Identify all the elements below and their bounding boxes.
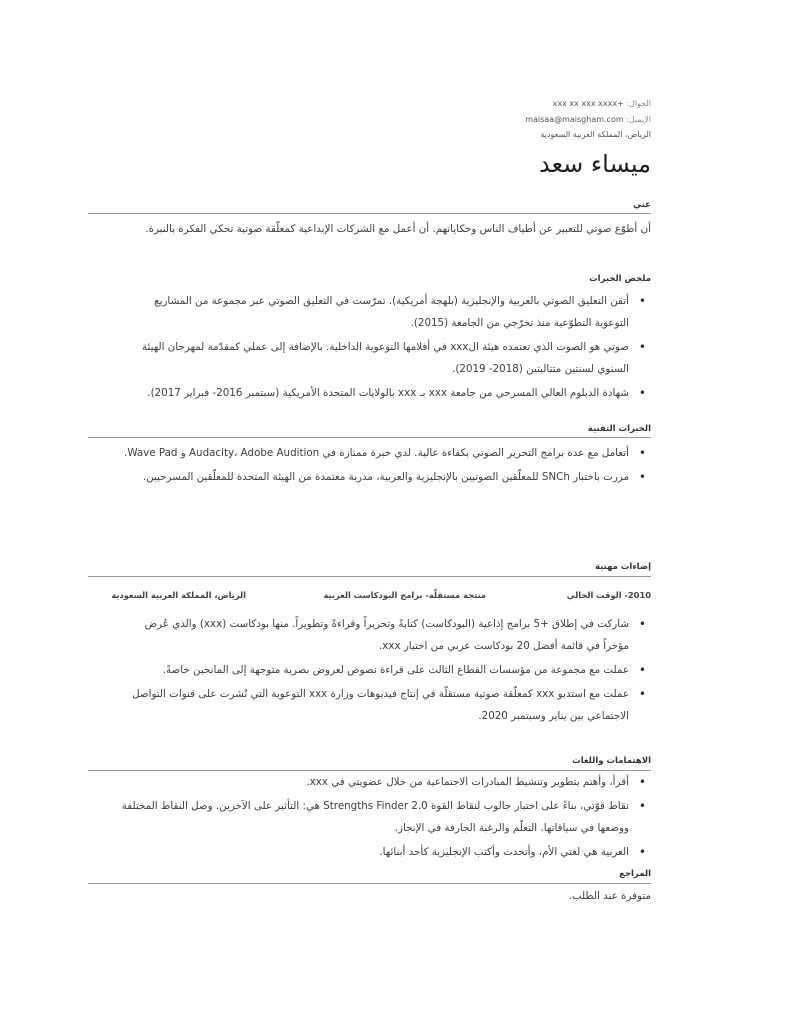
section-divider xyxy=(88,576,651,577)
list-item: • صوتي هو الصوت الذي تعتمده هيئة الxxx في أفلامها التوعوية الداخلية. بالإضافة إلى عملي كمقدّمة لمهرجان الهيئة السنوي لسنتين متتاليتين (2018- 2019). xyxy=(121,336,629,380)
list-item: • أقرأ، وأهتم بتطوير وتنشيط المبادرات الاجتماعية من خلال عضويتي في xxx. xyxy=(121,771,629,793)
list-item: • نقاط قوّتي، بناءً على اختبار جالوب لنقاط القوة Strengths Finder 2.0 هي: التأثير على الآخرين. وصل النقاط المختلفة ووضعها في سياقاتها. التعلّم والرغبة الجارفة في الإنجاز. xyxy=(121,795,629,839)
contact-email: الإيميل: maisaa@maisgham.com xyxy=(525,114,651,124)
section-title-summary: ملخص الخبرات xyxy=(589,274,651,284)
job-period: 2010- الوقت الحالي xyxy=(566,590,651,600)
section-divider xyxy=(88,437,651,438)
contact-location: الرياض، المملكة العربية السعودية xyxy=(540,130,651,139)
list-item: • شاركت في إطلاق +5 برامج إذاعية (البودكاست) كتابةً وتحريراً وقراءةً وتطويراً. منها بودكاست (xxx) والذي عُرض مؤخراً في قائمة أفضل 20 بودكاست عربي من اختيار xxx. xyxy=(121,613,629,657)
section-title-interests: الاهتمامات واللغات xyxy=(572,756,651,766)
section-title-professional: إضاءات مهنية xyxy=(594,562,651,572)
section-title-technical: الخبرات التقنية xyxy=(587,424,651,434)
section-title-references: المراجع xyxy=(619,869,651,879)
job-role: منتجة مستقلّة- برامج البودكاست العربية xyxy=(323,590,486,600)
job-location: الرياض، المملكة العربية السعودية xyxy=(111,590,246,600)
about-text: أن أطوّع صوتي للتعبير عن أطياف الناس وحكاياتهم. أن أعمل مع الشركات الإبداعية كمعلّقة صوتية تحكي الفكرة بالنبرة. xyxy=(145,223,651,235)
resume-name: ميساء سعد xyxy=(538,150,651,178)
list-item: • شهادة الدبلوم العالي المسرحي من جامعة xxx بـ xxx بالولايات المتحدة الأمريكية (سبتمبر 2016- فبراير 2017). xyxy=(121,382,629,404)
contact-phone: الجوال: +xxx xx xxx xxxx xyxy=(552,99,651,108)
summary-list xyxy=(121,290,651,406)
contact-info xyxy=(525,96,651,143)
section-divider xyxy=(88,883,651,884)
interests-list xyxy=(121,771,651,865)
list-item: • عملت مع مجموعة من مؤسسات القطاع الثالث على قراءة نصوص لعروض بصرية متوجهة إلى المانحين خاصةً. xyxy=(121,659,629,681)
list-item: • العربية هي لغتي الأم، وأتحدث وأكتب الإنجليزية كأحد أبنائها. xyxy=(121,841,629,863)
list-item: • مررت باختبار SNCh للمعلّقين الصوتيين بالإنجليزية والعربية، مدربة معتمدة من الهيئة المتحدة للمعلّقين المسرحيين. xyxy=(121,466,629,488)
list-item: • عملت مع استديو xxx كمعلّقة صوتية مستقلّة في إنتاج فيديوهات وزارة xxx التوعوية التي نُشرت على قنوات التواصل الاجتماعي بين يناير وسبتمبر 2020. xyxy=(121,683,629,727)
list-item: • أتعامل مع عدة برامج التحرير الصوتي بكفاءة عالية. لدي خبرة ممتازة في Audacity، Adobe Audition و Wave Pad. xyxy=(121,442,629,464)
references-text: متوفرة عند الطلب. xyxy=(568,890,651,902)
list-item: • أتقن التعليق الصوتي بالعربية والإنجليزية (بلهجة أمريكية). تمرّست في التعليق الصوتي عبر مجموعة من المشاريع التوعوية التطوّعية منذ تخرّجي من الجامعة (2015). xyxy=(121,290,629,334)
professional-list xyxy=(121,613,651,729)
technical-list xyxy=(121,442,651,490)
job-header xyxy=(88,590,651,604)
section-divider xyxy=(88,213,651,214)
section-title-about: عني xyxy=(633,200,651,210)
